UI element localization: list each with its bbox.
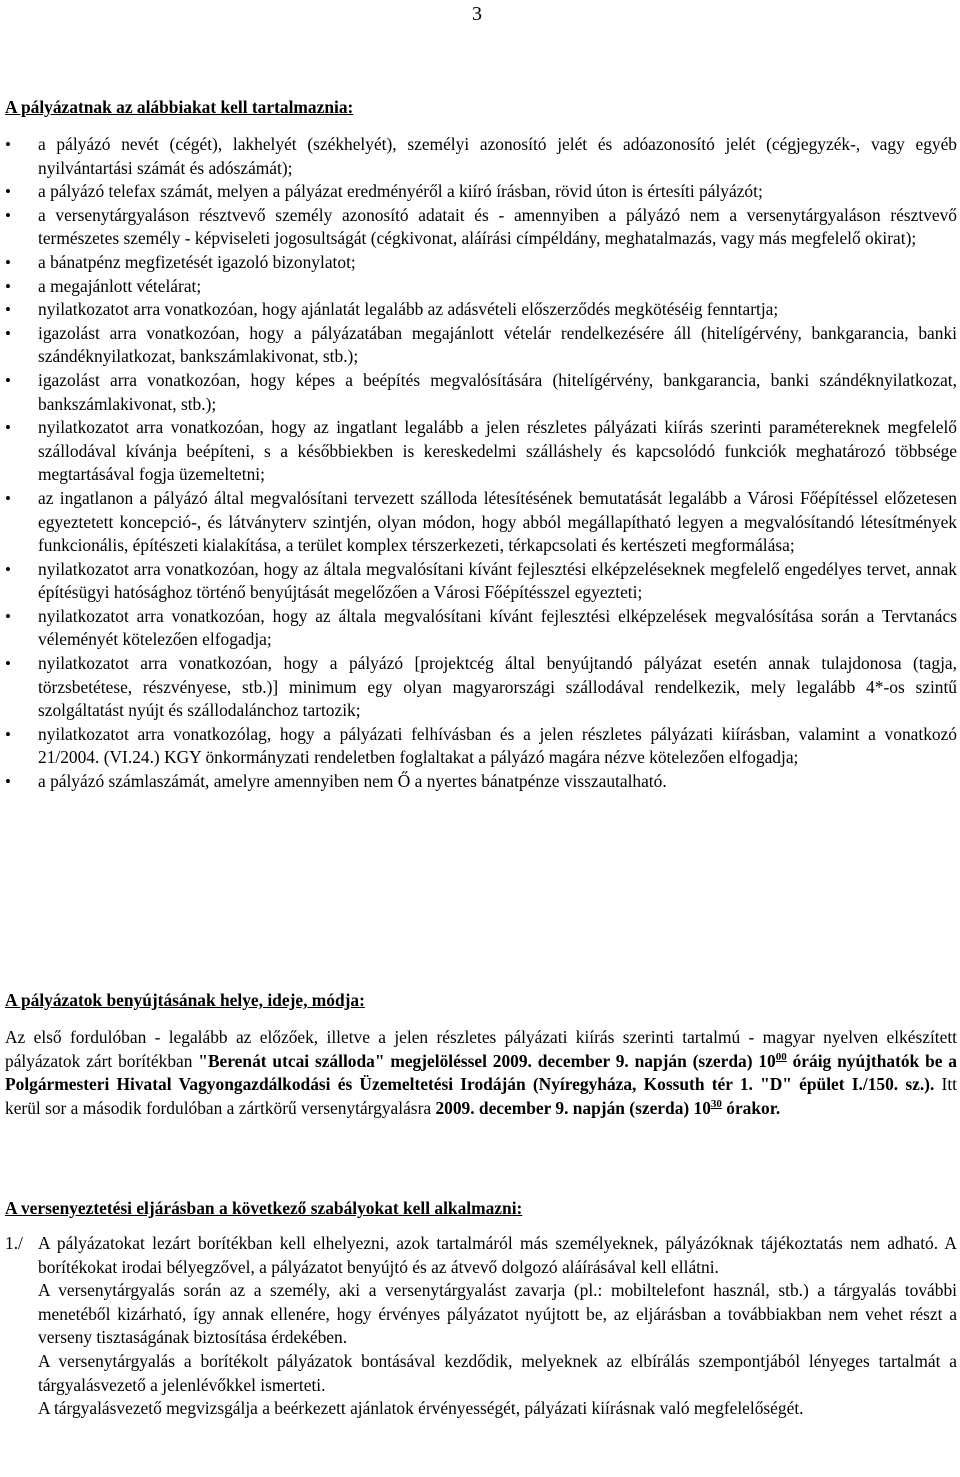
rule-paragraph: A versenytárgyalás a borítékolt pályázatok bontásával kezdődik, melyeknek az elbírálás szempontjából lényeges tartalmát a tárgyalásvezető a jelenlévőkkel ismerteti. [38, 1350, 957, 1395]
submission-hour-sup: 00 [775, 1050, 787, 1063]
list-item: • a megajánlott vételárat; [5, 275, 957, 299]
list-item: • a bánatpénz megfizetését igazoló bizonylatot; [5, 251, 957, 275]
list-item: • nyilatkozatot arra vonatkozólag, hogy a pályázati felhívásban és a jelen részletes pályázati kiírásban, valamint a vonatkozó 21/2004. (VI.24.) KGY önkormányzati rendeletben foglaltakat a pályázó magára nézve kötelezően elfogadja; [5, 723, 957, 770]
requirements-list [5, 133, 957, 794]
list-item: • az ingatlanon a pályázó által megvalósítani tervezett szálloda létesítésének bemutatását legalább a Városi Főépítéssel előzetesen egyeztetett koncepció-, és látványterv szintjén, olyan módon, hogy abból megállapítható legyen a megvalósítandó létesítmények funkcionális, építészeti kialakítása, a terület komplex térszerkezeti, térkapcsolati és kertészeti megformálása; [5, 487, 957, 558]
submission-text: Az első fordulóban - legalább az előzőek, illetve a jelen részletes pályázati kiírás szerinti tartalmú - magyar nyelven elkészített pályázatok zárt borítékban [5, 1027, 957, 1071]
rule-paragraph: A versenytárgyalás során az a személy, aki a versenytárgyalást zavarja (pl.: mobiltelefont használ, stb.) a tárgyalás további menetéből kizárható, így annak ellenére, hogy érvényes pályázatot nyújtott be, az eljárásban a továbbiakban nem vehet részt a verseny tisztaságának biztosítása érdekében. [38, 1280, 957, 1348]
list-item: • nyilatkozatot arra vonatkozóan, hogy az ingatlant legalább a jelen részletes pályázati kiírás szerinti paramétereknek megfelelő szállodával kívánja beépíteni, s a későbbiekben is kereskedelmi szálláshely és kapcsolódó funkciók meghatározó többsége megtartásával fogja üzemeltetni; [5, 416, 957, 487]
list-item: • igazolást arra vonatkozóan, hogy képes a beépítés megvalósítására (hitelígérvény, bankgarancia, banki szándéknyilatkozat, bankszámlakivonat, stb.); [5, 369, 957, 416]
section-heading-submission: A pályázatok benyújtásának helye, ideje, módja: [5, 990, 365, 1010]
list-item: • nyilatkozatot arra vonatkozóan, hogy az általa megvalósítani kívánt fejlesztési elképzelések megvalósítása során a Tervtanács véleményét kötelezően elfogadja; [5, 605, 957, 652]
second-round-text: Itt kerül sor a második fordulóban a zártkörű versenytárgyalásra [5, 1074, 957, 1118]
section-heading-contents: A pályázatnak az alábbiakat kell tartalmaznia: [5, 97, 354, 117]
list-item: • igazolást arra vonatkozóan, hogy a pályázatában megajánlott vételár rendelkezésére áll (hitelígérvény, bankgarancia, banki szándéknyilatkozat, bankszámlakivonat, stb.); [5, 322, 957, 369]
list-item: • nyilatkozatot arra vonatkozóan, hogy ajánlatát legalább az adásvételi előszerződés megkötéséig fenntartja; [5, 298, 957, 322]
second-round-hour-sup: 30 [710, 1097, 722, 1110]
second-round-suffix: órakor. [721, 1097, 781, 1118]
section-heading-rules: A versenyeztetési eljárásban a következő szabályokat kell alkalmazni: [5, 1198, 523, 1218]
rule-paragraph: A pályázatokat lezárt borítékban kell elhelyezni, azok tartalmáról más személyeknek, pályázóknak tájékoztatás nem adható. A borítékokat irodai bélyegzővel, a pályázatot benyújtó és az átvevő dolgozó aláírásával kell ellátni. [38, 1233, 957, 1277]
list-item: • a versenytárgyaláson résztvevő személy azonosító adatait és - amennyiben a pályázó nem a versenytárgyaláson résztvevő természetes személy - képviseleti jogosultságát (cégkivonat, aláírási címpéldány, meghatalmazás, vagy más megfelelő okirat); [5, 204, 957, 251]
rules-numbered-item [5, 1232, 957, 1421]
rule-paragraph: A tárgyalásvezető megvizsgálja a beérkezett ajánlatok érvényességét, pályázati kiírásnak való megfelelőségét. [38, 1398, 804, 1419]
list-item: • a pályázó nevét (cégét), lakhelyét (székhelyét), személyi azonosító jelét és adóazonosító jelét (cégjegyzék-, vagy egyéb nyilvántartási számát és adószámát); [5, 133, 957, 180]
second-round-date: 2009. december 9. napján (szerda) 10 [435, 1097, 711, 1118]
item-number: 1./ [5, 1233, 23, 1253]
page-number: 3 [472, 3, 482, 25]
list-item: • nyilatkozatot arra vonatkozóan, hogy a pályázó [projektcég által benyújtandó pályázat esetén annak tulajdonosa (tagja, törzsbetétese, részvényese, stb.)] minimum egy olyan magyarországi szállodával rendelkezik, mely legalább 4*-os szintű szolgáltatást nyújt és szállodalánchoz tartozik; [5, 652, 957, 723]
submission-location-text: óráig nyújthatók be a Polgármesteri Hivatal Vagyongazdálkodási és Üzemeltetési Irodáján (Nyíregyháza, Kossuth tér 1. "D" épület I./150. sz.). [5, 1050, 957, 1095]
list-item: • a pályázó telefax számát, melyen a pályázat eredményéről a kiíró írásban, rövid úton is értesíti pályázót; [5, 180, 957, 204]
submission-deadline-text: "Berenát utcai szálloda" megjelöléssel 2009. december 9. napján (szerda) 10 [198, 1050, 776, 1071]
submission-paragraph [5, 1026, 957, 1120]
list-item: • a pályázó számlaszámát, amelyre amennyiben nem Ő a nyertes bánatpénze visszautalható. [5, 770, 957, 794]
list-item: • nyilatkozatot arra vonatkozóan, hogy az általa megvalósítani kívánt fejlesztési elképzeléseknek megfelelő engedélyes tervet, annak építésügyi hatósághoz történő benyújtását megelőzően a Városi Főépítésszel egyezteti; [5, 558, 957, 605]
